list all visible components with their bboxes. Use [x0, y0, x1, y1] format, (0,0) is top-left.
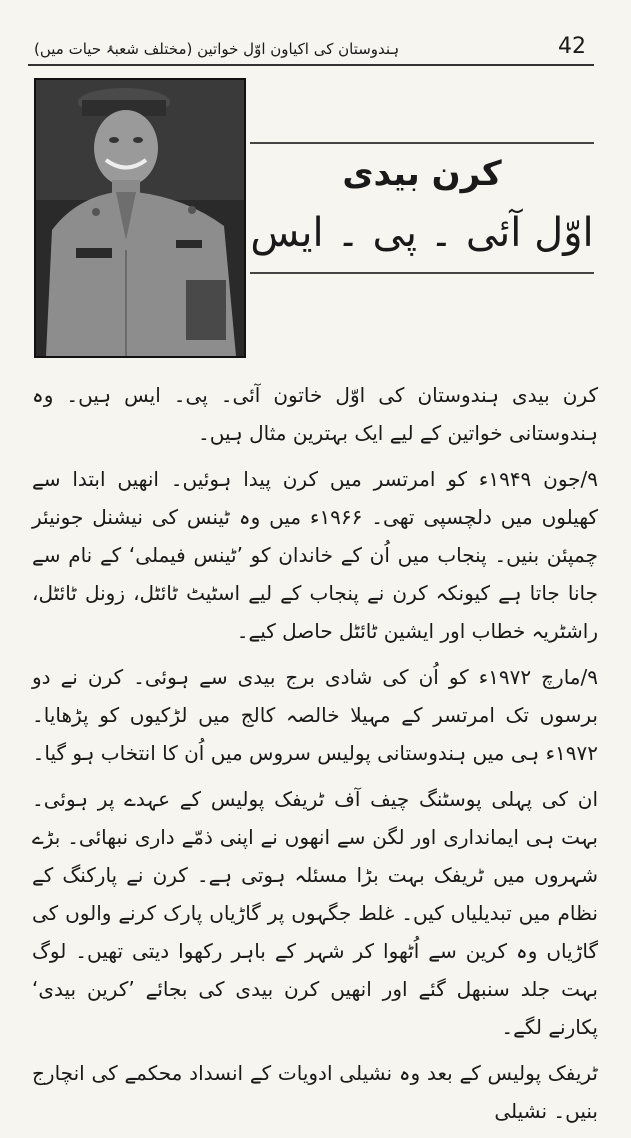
title-bottom-rule	[250, 272, 594, 274]
paragraph-narcotics: ٹریفک پولیس کے بعد وہ نشیلی ادویات کے انسداد محکمے کی انچارج بنیں۔ نشیلی	[32, 1061, 598, 1123]
title-top-rule	[250, 142, 594, 144]
paragraph-traffic-police: ان کی پہلی پوسٹنگ چیف آف ٹریفک پولیس کے عہدے پر ہوئی۔ بہت ہی ایمانداری اور لگن سے انھوں نے اپنی ذمّے داری نبھائی۔ بڑے شہروں میں ٹریفک بہت بڑا مسئلہ ہوتی ہے۔ کرن نے پارکنگ کے نظام میں تبدیلیاں کیں۔ غلط جگہوں پر گاڑیاں پارک کرنے والوں کی گاڑیاں وہ کرین سے اُٹھوا کر شہر کے باہر رکھوا دیتی تھیں۔ لوگ بہت جلد سنبھل گئے اور انھیں کرن بیدی کی بجائے ’کرین بیدی‘ پکارنے لگے۔	[32, 787, 598, 1039]
paragraph-intro: کرن بیدی ہندوستان کی اوّل خاتون آئی۔ پی۔ ایس ہیں۔ وہ ہندوستانی خواتین کے لیے ایک بہترین مثال ہیں۔	[32, 383, 598, 445]
paragraph-early-life: ۹/جون ۱۹۴۹ء کو امرتسر میں کرن پیدا ہوئیں۔ انھیں ابتدا سے کھیلوں میں دلچسپی تھی۔ ۱۹۶۶ء میں وہ ٹینس کی نیشنل جونیئر چمپئن بنیں۔ پنجاب میں اُن کے خاندان کو ’ٹینس فیملی‘ کے نام سے جانا جاتا ہے کیونکہ کرن نے پنجاب کے لیے اسٹیٹ ٹائٹل، زونل ٹائٹل، راشٹریہ خطاب اور ایشین ٹائٹل حاصل کیے۔	[32, 467, 599, 643]
chapter-title-block	[250, 142, 594, 276]
header-divider	[28, 64, 594, 66]
portrait-photo	[34, 78, 246, 358]
chapter-subtitle: اوّل آئی ۔ پی ۔ ایس	[250, 210, 594, 256]
chapter-title: کرن بیدی	[342, 154, 502, 194]
portrait-illustration	[36, 80, 244, 356]
running-title: ہندوستان کی اکیاون اوّل خواتین (مختلف شعبۂ حیات میں)	[34, 40, 400, 58]
page-header	[28, 30, 600, 66]
body-text	[32, 376, 598, 1138]
page-number: 42	[558, 34, 586, 59]
paragraph-marriage-career: ۹/مارچ ۱۹۷۲ء کو اُن کی شادی برج بیدی سے ہوئی۔ کرن نے دو برسوں تک امرتسر کے مہیلا خالصہ کالج میں لڑکیوں کو پڑھایا۔ ۱۹۷۲ء ہی میں ہندوستانی پولیس سروس میں اُن کا انتخاب ہو گیا۔	[32, 665, 598, 765]
